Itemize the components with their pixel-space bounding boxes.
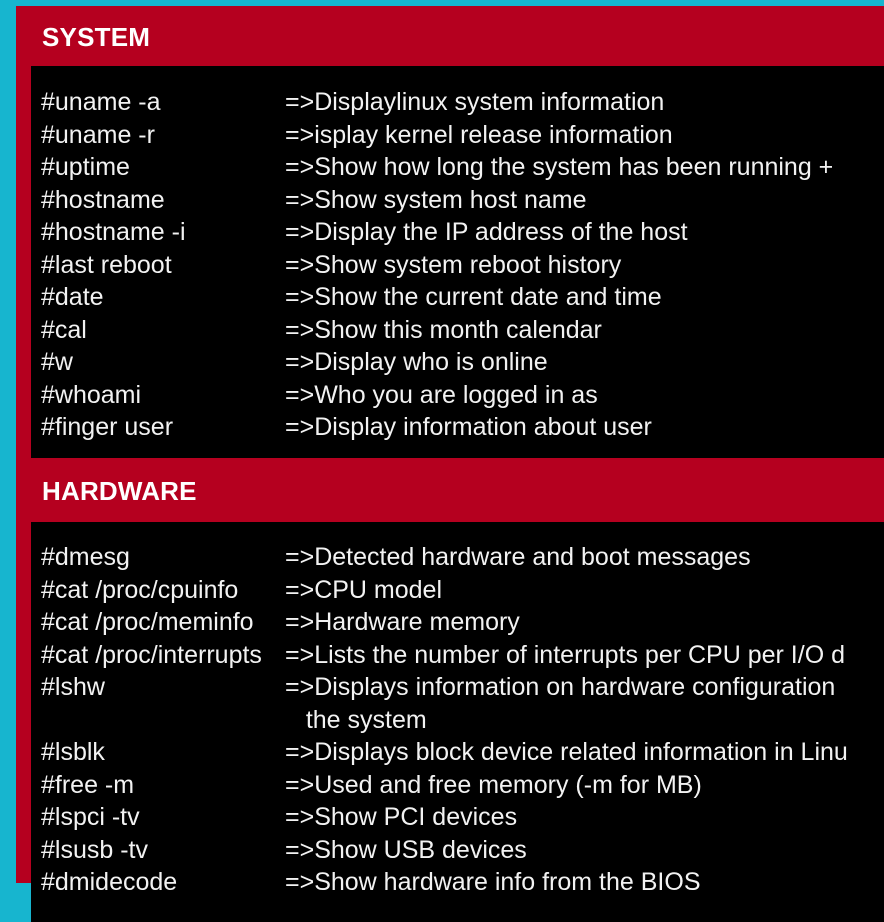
command-row [41, 86, 884, 118]
command-row [41, 704, 884, 736]
command-description: =>Show the current date and time [285, 283, 662, 311]
command-text: #dmidecode [41, 868, 178, 896]
command-description: =>Show how long the system has been running + [285, 153, 834, 181]
command-row [41, 671, 884, 703]
section-header-system [16, 6, 884, 66]
command-row [41, 216, 884, 248]
command-description: =>Used and free memory (-m for MB) [285, 770, 702, 799]
command-text: #lsblk [41, 738, 105, 766]
command-text: #cat /proc/interrupts [41, 640, 262, 669]
command-row [41, 184, 884, 216]
command-text: #cat /proc/cpuinfo [41, 575, 239, 604]
command-row [41, 379, 884, 411]
command-text: #uname -a [41, 88, 161, 116]
command-row [41, 606, 884, 638]
command-description: =>Show USB devices [285, 835, 527, 864]
command-description: =>Lists the number of interrupts per CPU per I/O d [285, 640, 845, 669]
section-title: SYSTEM [42, 22, 151, 52]
command-row [41, 801, 884, 833]
command-text: #uname -r [41, 120, 155, 149]
command-description: =>Display information about user [285, 413, 652, 441]
command-description: =>isplay kernel release information [285, 120, 673, 149]
command-row [41, 249, 884, 281]
command-description: =>Hardware memory [285, 608, 520, 636]
command-text: #date [41, 283, 104, 311]
command-row [41, 541, 884, 573]
command-description: =>Show system reboot history [285, 250, 622, 279]
command-row [41, 834, 884, 866]
command-row [41, 151, 884, 183]
command-text: #finger user [41, 413, 174, 441]
hardware-commands-panel [31, 522, 884, 922]
command-description: =>Show PCI devices [285, 803, 518, 831]
command-row [41, 736, 884, 768]
command-row [41, 639, 884, 671]
command-text: #lsusb -tv [41, 835, 148, 864]
command-description: =>Display who is online [285, 348, 548, 376]
command-description: =>Displays block device related information in Linu [285, 738, 848, 766]
command-text: #uptime [41, 153, 130, 181]
command-text: #last reboot [41, 250, 172, 279]
command-description: =>Displaylinux system information [285, 88, 665, 116]
section-header-hardware [16, 458, 884, 522]
command-description: the system [285, 705, 427, 734]
command-text: #hostname -i [41, 218, 186, 246]
command-description: =>Show system host name [285, 185, 587, 214]
section-title: HARDWARE [42, 476, 197, 506]
command-text: #cat /proc/meminfo [41, 608, 254, 636]
command-description: =>Show this month calendar [285, 315, 602, 344]
command-description: =>Detected hardware and boot messages [285, 543, 751, 571]
command-description: =>Display the IP address of the host [285, 218, 688, 246]
command-text: #w [41, 348, 73, 376]
command-text: #whoami [41, 380, 142, 409]
command-description: =>Show hardware info from the BIOS [285, 868, 701, 896]
command-row [41, 314, 884, 346]
command-text: #dmesg [41, 543, 130, 571]
command-text: #free -m [41, 770, 135, 799]
command-row [41, 574, 884, 606]
command-text: #lspci -tv [41, 803, 140, 831]
command-text: #lshw [41, 673, 105, 701]
command-row [41, 119, 884, 151]
command-description: =>Who you are logged in as [285, 380, 598, 409]
command-description: =>Displays information on hardware configuration [285, 673, 836, 701]
command-row [41, 866, 884, 898]
command-text: #cal [41, 315, 87, 344]
command-description: =>CPU model [285, 575, 443, 604]
command-text: #hostname [41, 185, 165, 214]
command-row [41, 346, 884, 378]
command-row [41, 281, 884, 313]
system-commands-panel [31, 66, 884, 458]
command-row [41, 411, 884, 443]
command-row [41, 769, 884, 801]
